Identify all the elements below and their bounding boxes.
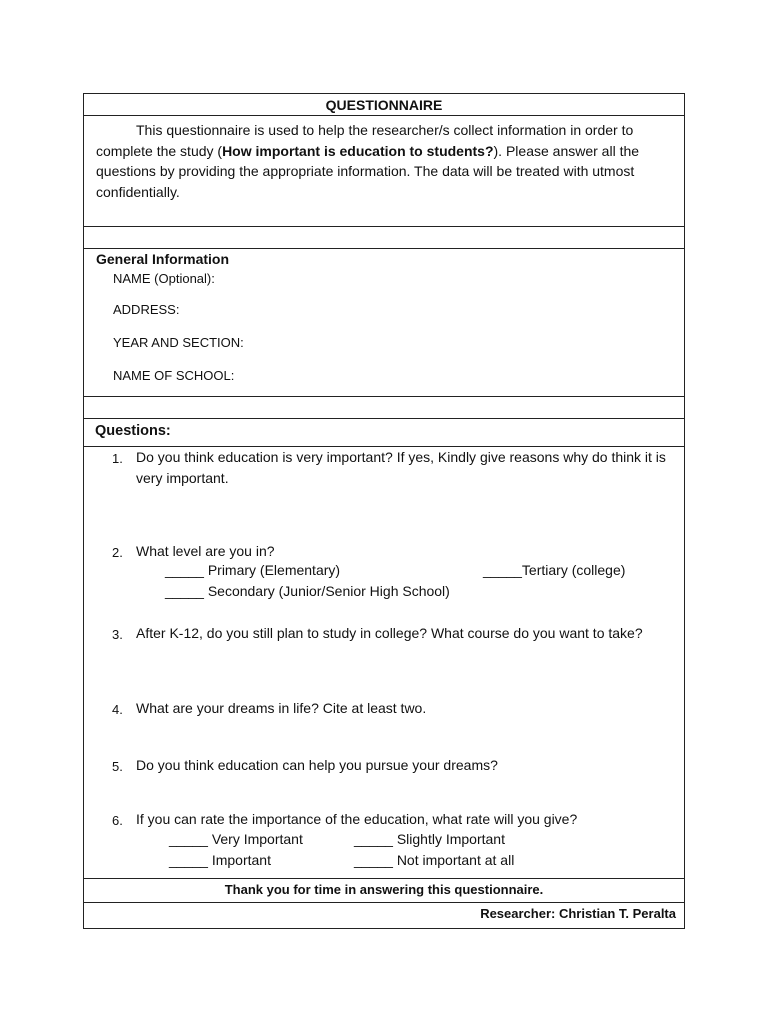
name-field-label: NAME (Optional):	[113, 271, 215, 286]
year-section-field-label: YEAR AND SECTION:	[113, 335, 244, 350]
option-tertiary: _____Tertiary (college)	[483, 562, 626, 578]
general-information-title: General Information	[96, 251, 230, 267]
form-title: QUESTIONNAIRE	[84, 94, 684, 116]
questions-section	[84, 447, 684, 879]
question-2-text: What level are you in?	[136, 543, 275, 559]
intro-text-start: This questionnaire is used to help the researcher/s collect information in order to complete the study (	[96, 122, 634, 159]
question-1-text: Do you think education is very important? If yes, Kindly give reasons why do think it is very important.	[136, 449, 666, 486]
question-5-text: Do you think education can help you pursue your dreams?	[136, 757, 498, 773]
general-information-section	[84, 249, 684, 397]
study-title: How important is education to students?	[222, 142, 494, 159]
question-number: 1.	[112, 451, 123, 466]
intro-text-end: ). Please answer all the questions by providing the appropriate information. The data will be treated with utmost confidentially.	[96, 142, 640, 200]
researcher-credit: Researcher: Christian T. Peralta	[480, 906, 676, 921]
question-number: 5.	[112, 759, 123, 774]
option-slightly-important: _____ Slightly Important	[354, 831, 505, 847]
option-important: _____ Important	[169, 852, 271, 868]
question-number: 2.	[112, 545, 123, 560]
thank-you-note: Thank you for time in answering this questionnaire.	[84, 879, 684, 903]
question-4-text: What are your dreams in life? Cite at least two.	[136, 700, 427, 716]
question-6-text: If you can rate the importance of the education, what rate will you give?	[136, 811, 578, 827]
questions-heading: Questions:	[84, 419, 684, 447]
address-field-label: ADDRESS:	[113, 302, 180, 317]
question-3-text: After K-12, do you still plan to study in college? What course do you want to take?	[136, 625, 643, 641]
option-primary: _____ Primary (Elementary)	[165, 562, 341, 578]
blank-row	[84, 227, 684, 249]
option-not-important: _____ Not important at all	[354, 852, 515, 868]
question-number: 6.	[112, 813, 123, 828]
option-secondary: _____ Secondary (Junior/Senior High School)	[165, 583, 450, 599]
blank-row	[84, 397, 684, 419]
question-number: 3.	[112, 627, 123, 642]
question-number: 4.	[112, 702, 123, 717]
option-very-important: _____ Very Important	[169, 831, 303, 847]
questionnaire-form	[83, 93, 685, 929]
intro-paragraph	[84, 116, 684, 227]
school-field-label: NAME OF SCHOOL:	[113, 368, 235, 383]
